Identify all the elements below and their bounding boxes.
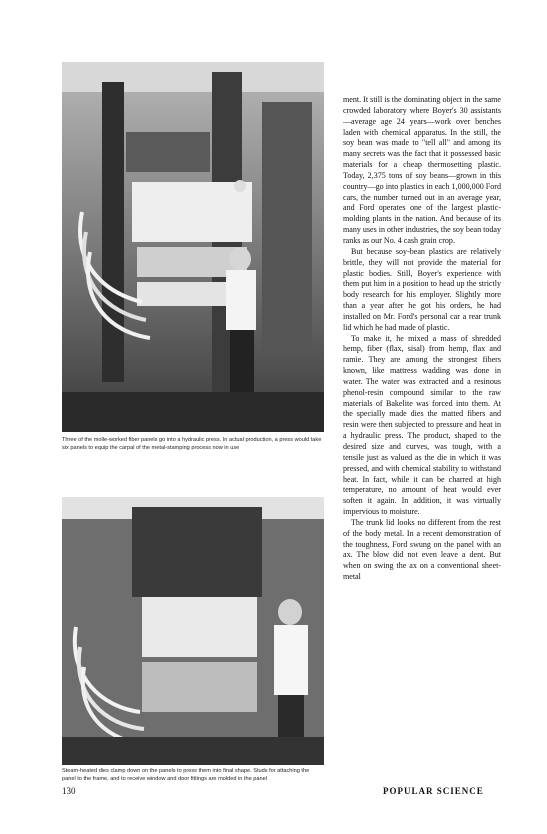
press-photo-bottom xyxy=(62,497,324,765)
article-paragraph: The trunk lid looks no different from the rest of the body metal. In a recent demonstration of the toughness, Ford swung on the panel with an ax. The blow did not even leave a dent. But when on swing the ax on a conventional sheet-metal xyxy=(343,517,501,582)
article-column xyxy=(343,95,501,583)
bottom-photo-caption: Steam-heated dies clamp down on the panels to press them into final shape. Studs for attaching the panel to the frame, and to receive window and door fittings are molded in the panel xyxy=(62,768,310,782)
top-photo-caption: Three of the molle-worked fiber panels go into a hydraulic press. In actual production, a press would take six panels to equip the carpal of the metal-stamping process now in use xyxy=(62,437,322,451)
press-photo-top-image xyxy=(62,62,324,432)
press-photo-bottom-image xyxy=(62,497,324,765)
article-paragraph: ment. It still is the dominating object in the same crowded laboratory where Boyer's 30 assistants—average age 24 years—work over benches laden with chemical apparatus. In the still, the soy bean was made to "tell all" and among its many secrets was the fact that it possessed basic materials for a cheap thermosetting plastic. Today, 2,375 tons of soy beans—grown in this country—go into plastics in each 1,000,000 Ford cars, the number turned out in an average year, and Ford operates one of the largest plastic-molding plants in the nation. And because of its many uses in other industries, the soy bean today ranks as our No. 4 cash grain crop. xyxy=(343,95,502,245)
article-paragraph: But because soy-bean plastics are relatively brittle, they will not provide the material for plastic bodies. Still, Boyer's experience with them put him in a position to head up the strictly body research for his employer. Slightly more than a year after he got his orders, he had installed on Mr. Ford's personal car a rear trunk lid which he had made of plastic. xyxy=(343,246,501,332)
magazine-name: POPULAR SCIENCE xyxy=(383,786,484,796)
page-number: 130 xyxy=(62,786,76,796)
article-paragraph: To make it, he mixed a mass of shredded hemp, fiber (flax, sisal) from hemp, flax and ramie. They are among the strongest fibers known, like mattress wadding was done in water. The water was extracted and a resinous phenol-resin compound similar to the raw materials of Bakelite was forced into them. At the specially made dies the matted fibers and resin were then subjected to pressure and heat in a hydraulic press. The product, shaped to the desired size and curves, was tough, with a tensile just as valued as the die in which it was pressed, and with chemical stability to withstand heat. In fact, while it can be charred at high temperature, no amount of heat would ever soften it again. In addition, it was virtually impervious to moisture. xyxy=(343,333,501,517)
press-photo-top xyxy=(62,62,324,432)
